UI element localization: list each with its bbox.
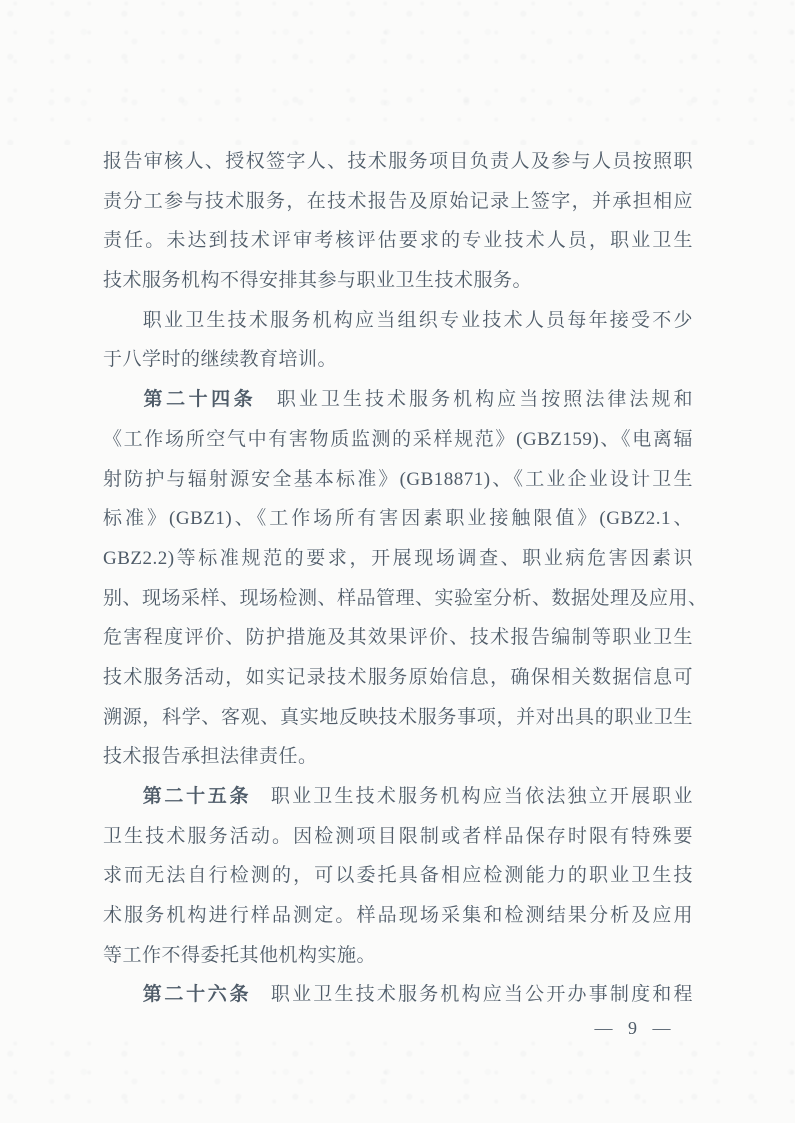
line-text: 责任。未达到技术评审考核评估要求的专业技术人员，职业卫生: [103, 230, 693, 252]
paragraph-indent: [103, 801, 141, 802]
text-line: [103, 221, 693, 261]
line-text: 于八学时的继续教育培训。: [103, 349, 338, 371]
line-text: 标准》(GBZ1)、《工作场所有害因素职业接触限值》(GBZ2.1、: [103, 508, 693, 530]
text-line: [103, 658, 693, 698]
line-text: 技术报告承担法律责任。: [103, 746, 318, 768]
text-line: [103, 460, 693, 500]
line-text: 职业卫生技术服务机构应当公开办事制度和程: [269, 984, 693, 1006]
text-line: [103, 618, 693, 658]
line-text: 求而无法自行检测的，可以委托具备相应检测能力的职业卫生技: [103, 865, 693, 887]
line-text: 射防护与辐射源安全基本标准》(GB18871)、《工业企业设计卫生: [103, 468, 693, 490]
article-number: 第二十四条: [141, 389, 257, 411]
text-line: [103, 380, 693, 420]
article-gap: [251, 999, 269, 1000]
line-text: 危害程度评价、防护措施及其效果评价、技术报告编制等职业卫生: [103, 627, 693, 649]
text-line: [103, 301, 693, 341]
line-text: 卫生技术服务活动。因检测项目限制或者样品保存时限有特殊要: [103, 825, 693, 847]
paragraph-indent: [103, 999, 141, 1000]
text-line: [103, 698, 693, 738]
line-text: 《工作场所空气中有害物质监测的采样规范》(GBZ159)、《电离辐: [103, 428, 693, 450]
article-number: 第二十五条: [141, 786, 252, 807]
scan-artifact-bottom: [0, 1040, 795, 1123]
line-text: 溯源，科学、客观、真实地反映技术服务事项，并对出具的职业卫生: [103, 706, 693, 728]
line-text: 术服务机构进行样品测定。样品现场采集和检测结果分析及应用: [103, 905, 693, 927]
text-line: [103, 261, 693, 301]
line-text: 报告审核人、授权签字人、技术服务项目负责人及参与人员按照职: [103, 151, 693, 172]
text-line: [103, 936, 693, 976]
text-line: [103, 975, 693, 1015]
text-line: [103, 817, 693, 857]
article-gap: [251, 801, 269, 802]
line-text: 职业卫生技术服务机构应当按照法律法规和: [274, 389, 693, 411]
text-line: [103, 340, 693, 380]
line-text: 别、现场采样、现场检测、样品管理、实验室分析、数据处理及应用、: [103, 587, 708, 609]
document-body: [103, 142, 708, 1015]
line-text: GBZ2.2)等标准规范的要求，开展现场调查、职业病危害因素识: [103, 547, 693, 569]
article-number: 第二十六条: [141, 984, 252, 1006]
line-text: 等工作不得委托其他机构实施。: [103, 944, 377, 966]
text-line: [103, 579, 708, 619]
text-line: [103, 896, 693, 936]
scan-artifact-top: [0, 0, 795, 145]
line-text: 技术服务机构不得安排其参与职业卫生技术服务。: [103, 270, 533, 292]
article-gap: [256, 404, 274, 405]
paragraph-indent: [103, 325, 141, 326]
text-line: [103, 420, 693, 460]
text-line: [103, 142, 693, 182]
line-text: 职业卫生技术服务机构应当依法独立开展职业: [269, 786, 693, 807]
text-line: [103, 737, 693, 777]
text-line: [103, 182, 693, 222]
text-line: [103, 539, 693, 579]
line-text: 技术服务活动，如实记录技术服务原始信息，确保相关数据信息可: [103, 666, 693, 688]
text-line: [103, 499, 693, 539]
paragraph-indent: [103, 404, 141, 405]
line-text: 职业卫生技术服务机构应当组织专业技术人员每年接受不少: [141, 309, 693, 331]
page-number: — 9 —: [594, 1018, 672, 1038]
line-text: 责分工参与技术服务，在技术报告及原始记录上签字，并承担相应: [103, 190, 693, 212]
text-line: [103, 856, 693, 896]
text-line: [103, 777, 693, 817]
